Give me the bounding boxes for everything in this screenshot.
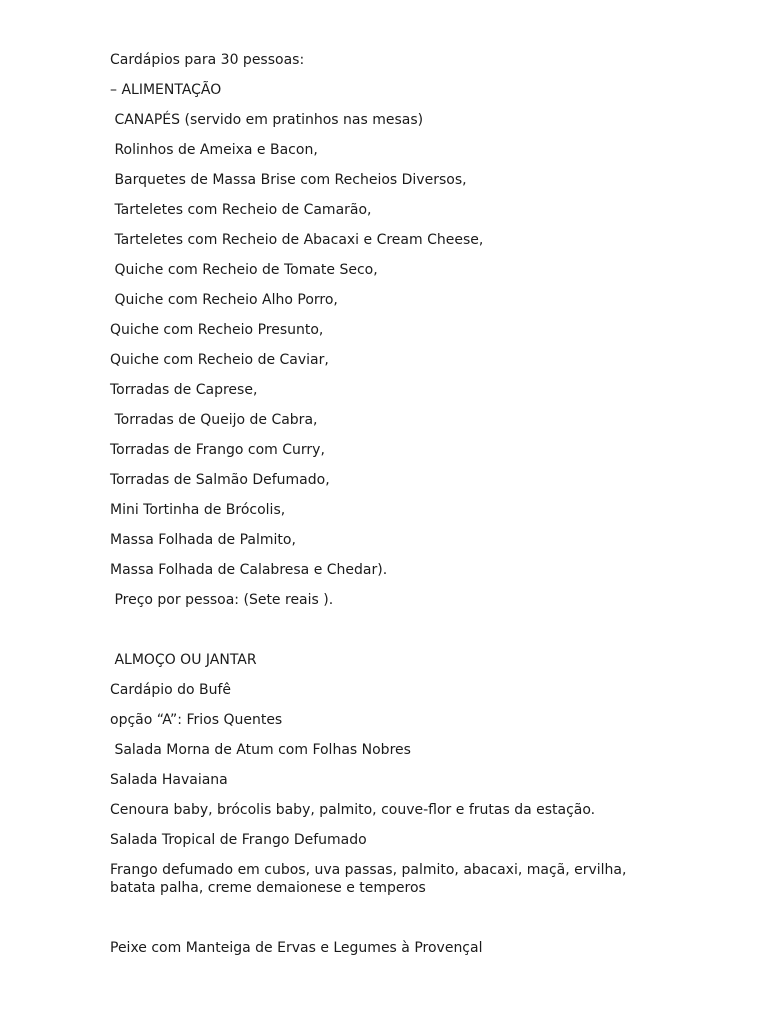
menu-item: Torradas de Frango com Curry, <box>110 442 325 458</box>
menu-item: Quiche com Recheio de Tomate Seco, <box>110 262 378 278</box>
menu-item: Quiche com Recheio Alho Porro, <box>110 292 338 308</box>
subsection-title: Cardápio do Bufê <box>110 682 232 698</box>
menu-item: Tarteletes com Recheio de Abacaxi e Cream Cheese, <box>110 232 484 248</box>
price-line: Preço por pessoa: (Sete reais ). <box>110 592 334 608</box>
menu-item: Torradas de Salmão Defumado, <box>110 472 330 488</box>
menu-item: Mini Tortinha de Brócolis, <box>110 502 286 518</box>
menu-item: Quiche com Recheio de Caviar, <box>110 352 329 368</box>
menu-item: Salada Havaiana <box>110 772 228 788</box>
menu-item-description: Cenoura baby, brócolis baby, palmito, couve-flor e frutas da estação. <box>110 802 596 818</box>
subsection-title: CANAPÉS (servido em pratinhos nas mesas) <box>110 112 424 128</box>
doc-heading: Cardápios para 30 pessoas: <box>110 52 305 68</box>
menu-item: Massa Folhada de Palmito, <box>110 532 296 548</box>
menu-item: Barquetes de Massa Brise com Recheios Diversos, <box>110 172 467 188</box>
option-title: opção “A”: Frios Quentes <box>110 712 283 728</box>
menu-item: Torradas de Queijo de Cabra, <box>110 412 318 428</box>
menu-item: Quiche com Recheio Presunto, <box>110 322 324 338</box>
menu-item-description: batata palha, creme demaionese e temperos <box>110 880 426 896</box>
menu-item: Rolinhos de Ameixa e Bacon, <box>110 142 318 158</box>
menu-item-description: Frango defumado em cubos, uva passas, palmito, abacaxi, maçã, ervilha, <box>110 862 627 878</box>
menu-item: Tarteletes com Recheio de Camarão, <box>110 202 372 218</box>
menu-item: Salada Morna de Atum com Folhas Nobres <box>110 742 411 758</box>
menu-item: Massa Folhada de Calabresa e Chedar). <box>110 562 388 578</box>
menu-item: Salada Tropical de Frango Defumado <box>110 832 367 848</box>
section-title: ALMOÇO OU JANTAR <box>110 652 257 668</box>
section-title: – ALIMENTAÇÃO <box>110 82 222 98</box>
menu-item: Torradas de Caprese, <box>110 382 258 398</box>
menu-item: Peixe com Manteiga de Ervas e Legumes à Provençal <box>110 940 483 956</box>
